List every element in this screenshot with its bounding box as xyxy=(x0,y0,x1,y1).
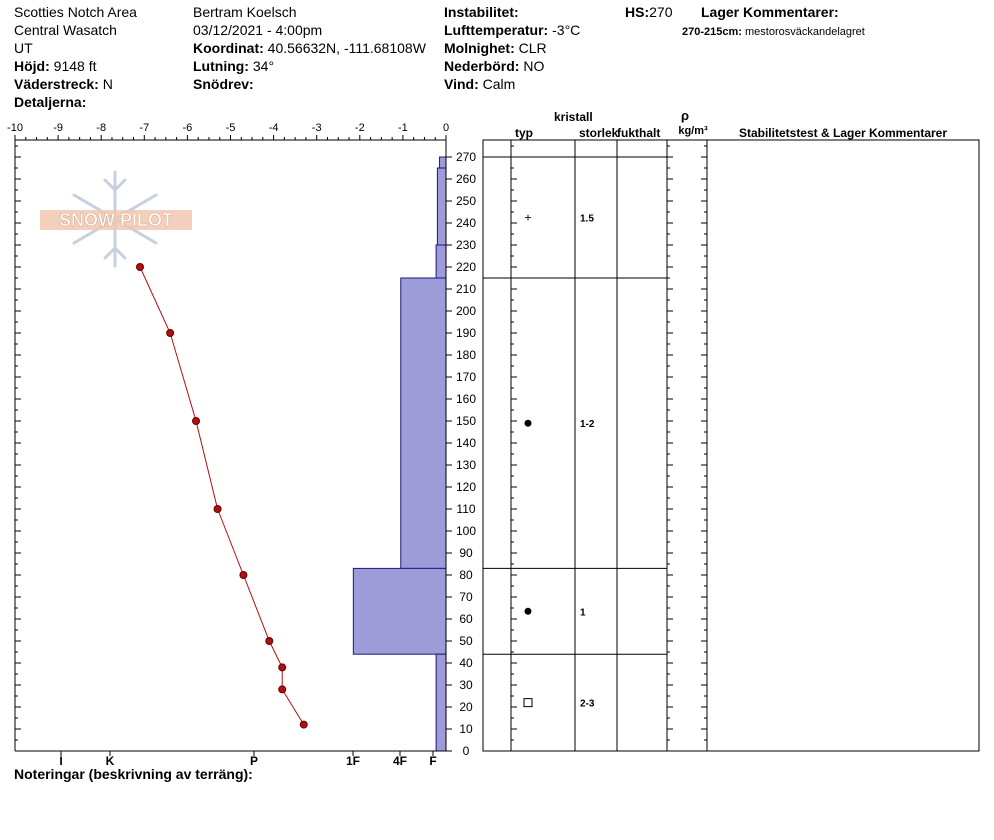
header-size: storlek xyxy=(579,126,619,140)
height-label: 230 xyxy=(455,238,477,252)
height-label: 90 xyxy=(459,546,473,560)
layer-comments-label: Lager Kommentarer: xyxy=(701,4,839,20)
hs-label: HS: xyxy=(625,4,650,20)
temp-tick-label: -8 xyxy=(96,122,107,134)
height-label: 130 xyxy=(455,458,477,472)
height-label: 180 xyxy=(455,348,477,362)
temperature-point xyxy=(136,264,143,271)
height-label: 20 xyxy=(459,700,473,714)
height-label: 150 xyxy=(455,414,477,428)
temperature-point xyxy=(279,686,286,693)
temp-tick-label: -5 xyxy=(225,122,236,134)
wind-label: Vind: xyxy=(444,76,479,92)
height-label: 190 xyxy=(455,326,477,340)
height-label: 120 xyxy=(455,480,477,494)
state-name: UT xyxy=(14,40,33,56)
hardness-bar xyxy=(353,568,446,654)
height-label: 240 xyxy=(455,216,477,230)
height-label: 270 xyxy=(455,150,477,164)
aspect-label: Väderstreck: xyxy=(14,76,99,92)
hardness-bar xyxy=(440,157,446,168)
sky-value: CLR xyxy=(518,40,547,56)
layer-comment-text: mestorosväckandelagret xyxy=(745,26,865,38)
grain-size: 1-2 xyxy=(580,419,595,431)
height-label: 160 xyxy=(455,392,477,406)
layer-table xyxy=(483,140,979,751)
coord-value: 40.56632N, -111.68108W xyxy=(267,40,426,56)
height-label: 140 xyxy=(455,436,477,450)
slope-label: Lutning: xyxy=(193,58,249,74)
header-stability: Stabilitetstest & Lager Kommentarer xyxy=(738,126,948,140)
temperature-point xyxy=(300,721,307,728)
elevation-value: 9148 ft xyxy=(53,58,97,74)
height-label: 200 xyxy=(455,304,477,318)
hs-value: 270 xyxy=(649,4,673,20)
height-label: 30 xyxy=(459,678,473,692)
elevation-label: Höjd: xyxy=(14,58,50,74)
height-label: 250 xyxy=(455,194,477,208)
temp-tick-label: -3 xyxy=(311,122,322,134)
temperature-point xyxy=(279,664,286,671)
height-label: 40 xyxy=(459,656,473,670)
slope-value: 34° xyxy=(252,58,275,74)
header-crystal: kristall xyxy=(554,110,593,124)
height-label: 100 xyxy=(455,524,477,538)
hardness-label: 1F xyxy=(345,754,361,768)
temp-tick-label: -6 xyxy=(182,122,193,134)
hardness-bar xyxy=(436,245,446,278)
header-type: typ xyxy=(515,126,533,140)
hardness-bar xyxy=(436,654,446,751)
drift-label: Snödrev: xyxy=(193,76,254,92)
notes-label: Noteringar (beskrivning av terräng): xyxy=(14,766,253,782)
grain-symbol-dot xyxy=(525,608,532,615)
precip-label: Nederbörd: xyxy=(444,58,520,74)
temp-tick-label: -7 xyxy=(139,122,150,134)
temp-tick-label: 0 xyxy=(442,122,450,134)
height-label: 70 xyxy=(459,590,473,604)
airtemp-value: -3°C xyxy=(552,22,581,38)
grain-size: 1 xyxy=(580,607,586,619)
header-moisture: fukthalt xyxy=(617,126,661,140)
coord-label: Koordinat: xyxy=(193,40,264,56)
hardness-label: K xyxy=(105,754,115,768)
temp-tick-label: -9 xyxy=(53,122,63,134)
height-label: 110 xyxy=(456,502,476,516)
height-label: 10 xyxy=(459,722,473,736)
hardness-bar xyxy=(401,278,446,568)
grain-symbol-dot xyxy=(525,420,532,427)
height-label: 260 xyxy=(455,172,477,186)
wind-value: Calm xyxy=(482,76,516,92)
height-label: 60 xyxy=(459,612,473,626)
hardness-label: 4F xyxy=(392,754,408,768)
temperature-point xyxy=(167,330,174,337)
grain-symbol-plus: + xyxy=(524,210,532,225)
sky-label: Molnighet: xyxy=(444,40,515,56)
temperature-point xyxy=(240,572,247,579)
instability-label: Instabilitet: xyxy=(444,4,519,20)
observer-name: Bertram Koelsch xyxy=(193,4,297,20)
hardness-label: I xyxy=(59,754,63,768)
table-frame xyxy=(483,140,979,751)
precip-value: NO xyxy=(523,58,545,74)
grain-size: 2-3 xyxy=(580,698,595,710)
snowpilot-logo xyxy=(40,172,192,266)
height-label: 80 xyxy=(459,568,473,582)
hardness-label: P xyxy=(249,754,259,768)
temperature-point xyxy=(266,638,273,645)
temperature-point xyxy=(193,418,200,425)
grain-symbol-square xyxy=(524,699,532,707)
layer-comment-range: 270-215cm: xyxy=(682,26,742,38)
height-label: 210 xyxy=(455,282,477,296)
logo-text: SNOW PILOT xyxy=(59,210,173,230)
range-name: Central Wasatch xyxy=(14,22,117,38)
details-label: Detaljerna: xyxy=(14,94,87,110)
height-label: 170 xyxy=(455,370,477,384)
temp-tick-label: -2 xyxy=(354,122,365,134)
height-label: 0 xyxy=(462,744,470,758)
temp-tick-label: -1 xyxy=(398,122,408,134)
height-label: 50 xyxy=(459,634,473,648)
temp-tick-label: -10 xyxy=(7,122,23,134)
temp-tick-label: -4 xyxy=(268,122,279,134)
observation-datetime: 03/12/2021 - 4:00pm xyxy=(193,22,323,38)
hardness-bar xyxy=(437,168,446,245)
location-name: Scotties Notch Area xyxy=(14,4,137,20)
header-density-unit: kg/m³ xyxy=(678,125,708,137)
header-rho: ρ xyxy=(680,108,690,123)
airtemp-label: Lufttemperatur: xyxy=(444,22,549,38)
temperature-line xyxy=(140,267,304,725)
height-label: 220 xyxy=(455,260,477,274)
aspect-value: N xyxy=(102,76,113,92)
hardness-label: F xyxy=(429,754,437,768)
grain-size: 1.5 xyxy=(580,213,594,225)
temperature-point xyxy=(214,506,221,513)
